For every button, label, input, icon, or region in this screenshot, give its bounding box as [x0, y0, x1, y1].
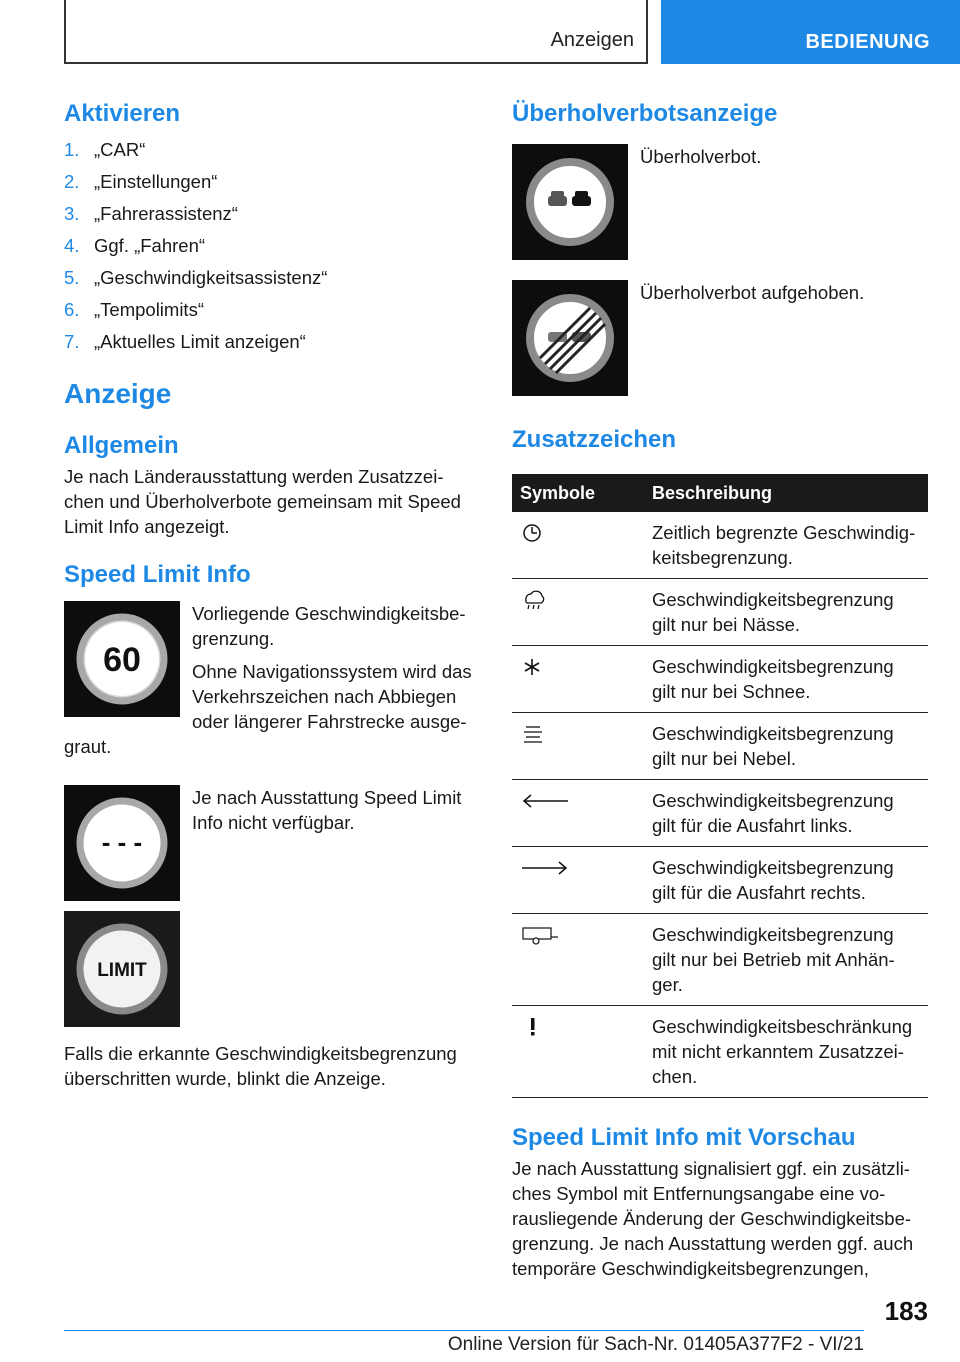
list-item	[64, 166, 480, 198]
fog-icon	[520, 723, 546, 745]
sli-text-1: Vorliegende Geschwindigkeitsbe-grenzung.	[192, 603, 466, 649]
end-no-overtaking-text: Überholverbot aufgehoben.	[640, 282, 865, 303]
column-header-symbole: Symbole	[512, 474, 644, 512]
no-overtaking-block	[512, 144, 928, 260]
snowflake-icon	[520, 656, 546, 678]
row-description: Geschwindigkeitsbegrenzung gilt nur bei Schnee.	[644, 646, 928, 713]
row-description: Zeitlich begrenzte Geschwindig-keitsbegrenzung.	[644, 512, 928, 579]
end-no-overtaking-sign-image	[512, 280, 628, 396]
list-item	[64, 198, 480, 230]
table-row	[512, 646, 928, 713]
header-section-box	[64, 0, 648, 64]
preview-text: Je nach Ausstattung signalisiert ggf. ein zusätzli-ches Symbol mit Entfernungsangabe eine vo-rausliegende Änderung der Geschwindigkeitsbe-grenzung. Je nach Ausstattung werden ggf. auch temporäre Geschwindigkeitsbegrenzungen,	[512, 1158, 914, 1279]
zusatzzeichen-table	[512, 474, 928, 1098]
sign-60-value: 60	[103, 641, 141, 679]
row-description: Geschwindigkeitsbegrenzung gilt nur bei Nässe.	[644, 579, 928, 646]
row-description: Geschwindigkeitsbeschränkung mit nicht erkanntem Zusatzzei-chen.	[644, 1006, 928, 1098]
table-row	[512, 579, 928, 646]
row-description: Geschwindigkeitsbegrenzung gilt für die Ausfahrt links.	[644, 780, 928, 847]
list-item	[64, 294, 480, 326]
dash-text: Je nach Ausstattung Speed Limit Info nicht verfügbar.	[192, 787, 462, 833]
ueberholverbot-heading: Überholverbotsanzeige	[512, 100, 778, 127]
list-item	[64, 262, 480, 294]
clock-icon	[520, 522, 546, 544]
step-text: „Einstellungen“	[94, 171, 218, 192]
step-text: „CAR“	[94, 139, 146, 160]
list-item	[64, 230, 480, 262]
step-number: 6.	[64, 299, 80, 320]
header-chapter-box	[661, 0, 960, 64]
row-description: Geschwindigkeitsbegrenzung gilt nur bei Betrieb mit Anhän-ger.	[644, 914, 928, 1006]
trailer-icon	[520, 924, 560, 946]
step-number: 4.	[64, 235, 80, 256]
right-column	[512, 100, 928, 1281]
row-description: Geschwindigkeitsbegrenzung gilt nur bei Nebel.	[644, 713, 928, 780]
allgemein-heading: Allgemein	[64, 432, 179, 459]
header-chapter-title: BEDIENUNG	[805, 31, 930, 53]
speed-sign-unavailable-image	[64, 785, 180, 901]
sign-60-block	[64, 601, 480, 759]
speed-limit-info-heading: Speed Limit Info	[64, 561, 251, 588]
step-number: 3.	[64, 203, 80, 224]
sign-limit-block	[64, 911, 480, 1027]
list-item	[64, 134, 480, 166]
speed-sign-60-image	[64, 601, 180, 717]
steps-list	[64, 134, 480, 358]
dash-sign-label: - - -	[101, 827, 143, 857]
step-number: 7.	[64, 331, 80, 352]
row-description: Geschwindigkeitsbegrenzung gilt für die Ausfahrt rechts.	[644, 847, 928, 914]
zusatzzeichen-heading: Zusatzzeichen	[512, 426, 677, 453]
step-number: 5.	[64, 267, 80, 288]
header-section-title: Anzeigen	[550, 29, 634, 51]
anzeige-heading: Anzeige	[64, 378, 172, 409]
table-row	[512, 780, 928, 847]
step-text: Ggf. „Fahren“	[94, 235, 206, 256]
page-number: 183	[884, 1296, 928, 1326]
no-overtaking-sign-image	[512, 144, 628, 260]
step-text: „Fahrerassistenz“	[94, 203, 238, 224]
exclamation-icon	[520, 1016, 546, 1038]
aktivieren-heading: Aktivieren	[64, 100, 181, 127]
sli-text-2: Ohne Navigationssystem wird das Verkehrszeichen nach Abbiegen oder längerer Fahrstrecke ausge-graut.	[64, 661, 472, 757]
exceed-text: Falls die erkannte Geschwindigkeitsbegrenzung überschritten wurde, blinkt die Anzeige.	[64, 1043, 457, 1089]
step-text: „Geschwindigkeitsassistenz“	[94, 267, 328, 288]
table-row	[512, 1006, 928, 1098]
arrow-left-icon	[520, 790, 570, 812]
rain-icon	[520, 589, 546, 611]
table-row	[512, 847, 928, 914]
arrow-right-icon	[520, 857, 570, 879]
left-column	[64, 100, 480, 1091]
step-text: „Tempolimits“	[94, 299, 204, 320]
footer-divider	[64, 1330, 864, 1331]
footer-text: Online Version für Sach-Nr. 01405A377F2 - VI/21	[447, 1334, 864, 1355]
column-header-beschreibung: Beschreibung	[644, 474, 928, 512]
allgemein-text: Je nach Länderausstattung werden Zusatzzei-chen und Überholverbote gemeinsam mit Speed Limit Info angezeigt.	[64, 466, 461, 537]
limit-sign-image	[64, 911, 180, 1027]
preview-heading: Speed Limit Info mit Vorschau	[512, 1124, 856, 1151]
list-item	[64, 326, 480, 358]
step-text: „Aktuelles Limit anzeigen“	[94, 331, 306, 352]
limit-sign-label: LIMIT	[97, 960, 147, 981]
step-number: 2.	[64, 171, 80, 192]
step-number: 1.	[64, 139, 80, 160]
sign-dash-block	[64, 785, 480, 901]
no-overtaking-text: Überholverbot.	[640, 146, 762, 167]
table-row	[512, 713, 928, 780]
end-no-overtaking-block	[512, 280, 928, 396]
table-header-row	[512, 474, 928, 512]
table-row	[512, 512, 928, 579]
table-row	[512, 914, 928, 1006]
